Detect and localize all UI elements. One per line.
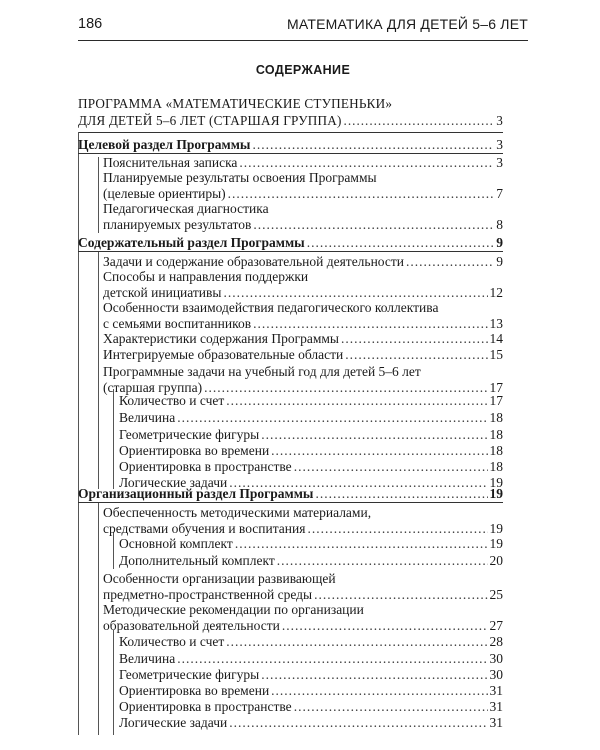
- toc-entry[interactable]: Программные задачи на учебный год для детей 5–6 лет (старшая группа) ..... 17: [103, 364, 503, 396]
- program-title-line-1: ПРОГРАММА «МАТЕМАТИЧЕСКИЕ СТУПЕНЬКИ»: [78, 96, 393, 111]
- toc-title: СОДЕРЖАНИЕ: [255, 63, 351, 77]
- leader-dots: [261, 667, 487, 683]
- page-number: 186: [78, 16, 103, 32]
- indent-rule: [113, 630, 114, 735]
- page-ref: 7: [496, 186, 503, 201]
- leader-dots: [177, 410, 487, 426]
- toc-subentry[interactable]: Величина ..... 18: [119, 410, 503, 426]
- toc-section[interactable]: Организационный раздел Программы ..... 19: [78, 486, 503, 503]
- page-ref: 3: [496, 137, 503, 152]
- leader-dots: [341, 331, 487, 347]
- leader-dots: [239, 155, 493, 171]
- toc-subentry[interactable]: Ориентировка в пространстве ..... 18: [119, 459, 503, 475]
- toc-subentry[interactable]: Дополнительный комплект ..... 20: [119, 553, 503, 569]
- page-ref: 19: [489, 486, 503, 501]
- toc-entry[interactable]: Способы и направления поддержки детской инициативы ..... 12: [103, 269, 503, 301]
- leader-dots: [294, 459, 488, 475]
- page-ref: 18: [489, 427, 503, 442]
- page-ref: 30: [489, 651, 503, 666]
- toc-entry[interactable]: Особенности взаимодействия педагогического коллектива с семьями воспитанников ..... 13: [103, 300, 503, 332]
- leader-dots: [253, 217, 493, 233]
- leader-dots: [294, 699, 488, 715]
- leader-dots: [235, 536, 488, 552]
- divider: [78, 132, 503, 133]
- toc-entry[interactable]: Интегрируемые образовательные области ..... 15: [103, 347, 503, 363]
- leader-dots: [228, 186, 493, 202]
- leader-dots: [406, 254, 493, 270]
- toc-entry[interactable]: Методические рекомендации по организации образовательной деятельности ..... 27: [103, 602, 503, 634]
- page-ref: 20: [489, 553, 503, 568]
- leader-dots: [226, 634, 487, 650]
- leader-dots: [307, 235, 493, 251]
- leader-dots: [314, 587, 487, 603]
- program-title-entry[interactable]: [78, 113, 503, 129]
- leader-dots: [282, 618, 488, 634]
- toc-entry[interactable]: Пояснительная записка ..... 3: [103, 155, 503, 171]
- page-ref: 3: [496, 113, 503, 128]
- page-ref: 12: [489, 285, 503, 300]
- page-ref: 17: [489, 393, 503, 408]
- toc-entry[interactable]: Особенности организации развивающей предметно-пространственной среды ..... 25: [103, 571, 503, 603]
- toc-section[interactable]: Содержательный раздел Программы ..... 9: [78, 235, 503, 252]
- page-ref: 19: [489, 475, 503, 490]
- page-ref: 31: [489, 683, 503, 698]
- indent-rule: [113, 389, 114, 489]
- page-ref: 18: [489, 459, 503, 474]
- toc-entry[interactable]: Характеристики содержания Программы ..... 14: [103, 331, 503, 347]
- toc-entry[interactable]: Задачи и содержание образовательной деятельности ..... 9: [103, 254, 503, 270]
- toc-section[interactable]: Целевой раздел Программы ..... 3: [78, 137, 503, 154]
- program-title-line-2: ДЛЯ ДЕТЕЙ 5–6 ЛЕТ (СТАРШАЯ ГРУППА): [78, 113, 342, 128]
- page-ref: 14: [489, 331, 503, 346]
- leader-dots: [345, 347, 487, 363]
- toc-subentry[interactable]: Логические задачи ..... 31: [119, 715, 503, 731]
- toc-subentry[interactable]: Ориентировка в пространстве ..... 31: [119, 699, 503, 715]
- toc-subentry[interactable]: Количество и счет ..... 17: [119, 393, 503, 409]
- page-ref: 25: [489, 587, 503, 602]
- page-ref: 9: [496, 235, 503, 250]
- leader-dots: [253, 316, 487, 332]
- page-ref: 3: [496, 155, 503, 170]
- leader-dots: [277, 553, 488, 569]
- toc-subentry[interactable]: Логические задачи ..... 19: [119, 475, 503, 491]
- page-ref: 28: [489, 634, 503, 649]
- running-title: МАТЕМАТИКА ДЛЯ ДЕТЕЙ 5–6 ЛЕТ: [287, 16, 528, 32]
- toc-entry[interactable]: Планируемые результаты освоения Программы (целевые ориентиры) ..... 7: [103, 170, 503, 202]
- toc-subentry[interactable]: Величина ..... 30: [119, 651, 503, 667]
- indent-rule: [98, 502, 99, 735]
- leader-dots: [261, 427, 487, 443]
- toc-subentry[interactable]: Геометрические фигуры ..... 18: [119, 427, 503, 443]
- page-ref: 8: [496, 217, 503, 232]
- page-ref: 15: [489, 347, 503, 362]
- leader-dots: [223, 285, 487, 301]
- page-ref: 18: [489, 443, 503, 458]
- running-header: [78, 10, 528, 41]
- toc-entry[interactable]: Педагогическая диагностика планируемых результатов ..... 8: [103, 201, 503, 233]
- leader-dots: [229, 715, 487, 731]
- left-rule: [78, 132, 79, 735]
- leader-dots: [252, 137, 493, 153]
- page-ref: 17: [489, 380, 503, 395]
- page-ref: 19: [489, 521, 503, 536]
- leader-dots: [271, 443, 487, 459]
- leader-dots: [307, 521, 487, 537]
- indent-rule: [98, 157, 99, 233]
- toc-subentry[interactable]: Основной комплект ..... 19: [119, 536, 503, 552]
- indent-rule: [113, 532, 114, 569]
- toc-subentry[interactable]: Геометрические фигуры ..... 30: [119, 667, 503, 683]
- toc-subentry[interactable]: Ориентировка во времени ..... 18: [119, 443, 503, 459]
- leader-dots: [344, 113, 493, 129]
- leader-dots: [177, 651, 487, 667]
- page-ref: 13: [489, 316, 503, 331]
- indent-rule: [98, 252, 99, 489]
- page-ref: 18: [489, 410, 503, 425]
- page-ref: 31: [489, 699, 503, 714]
- toc-entry[interactable]: Обеспеченность методическими материалами, средствами обучения и воспитания ..... 19: [103, 505, 503, 537]
- leader-dots: [315, 486, 487, 502]
- page-ref: 19: [489, 536, 503, 551]
- toc-subentry[interactable]: Количество и счет ..... 28: [119, 634, 503, 650]
- leader-dots: [226, 393, 487, 409]
- page-ref: 30: [489, 667, 503, 682]
- page-ref: 9: [496, 254, 503, 269]
- page-ref: 31: [489, 715, 503, 730]
- leader-dots: [271, 683, 487, 699]
- page-ref: 27: [489, 618, 503, 633]
- toc-subentry[interactable]: Ориентировка во времени ..... 31: [119, 683, 503, 699]
